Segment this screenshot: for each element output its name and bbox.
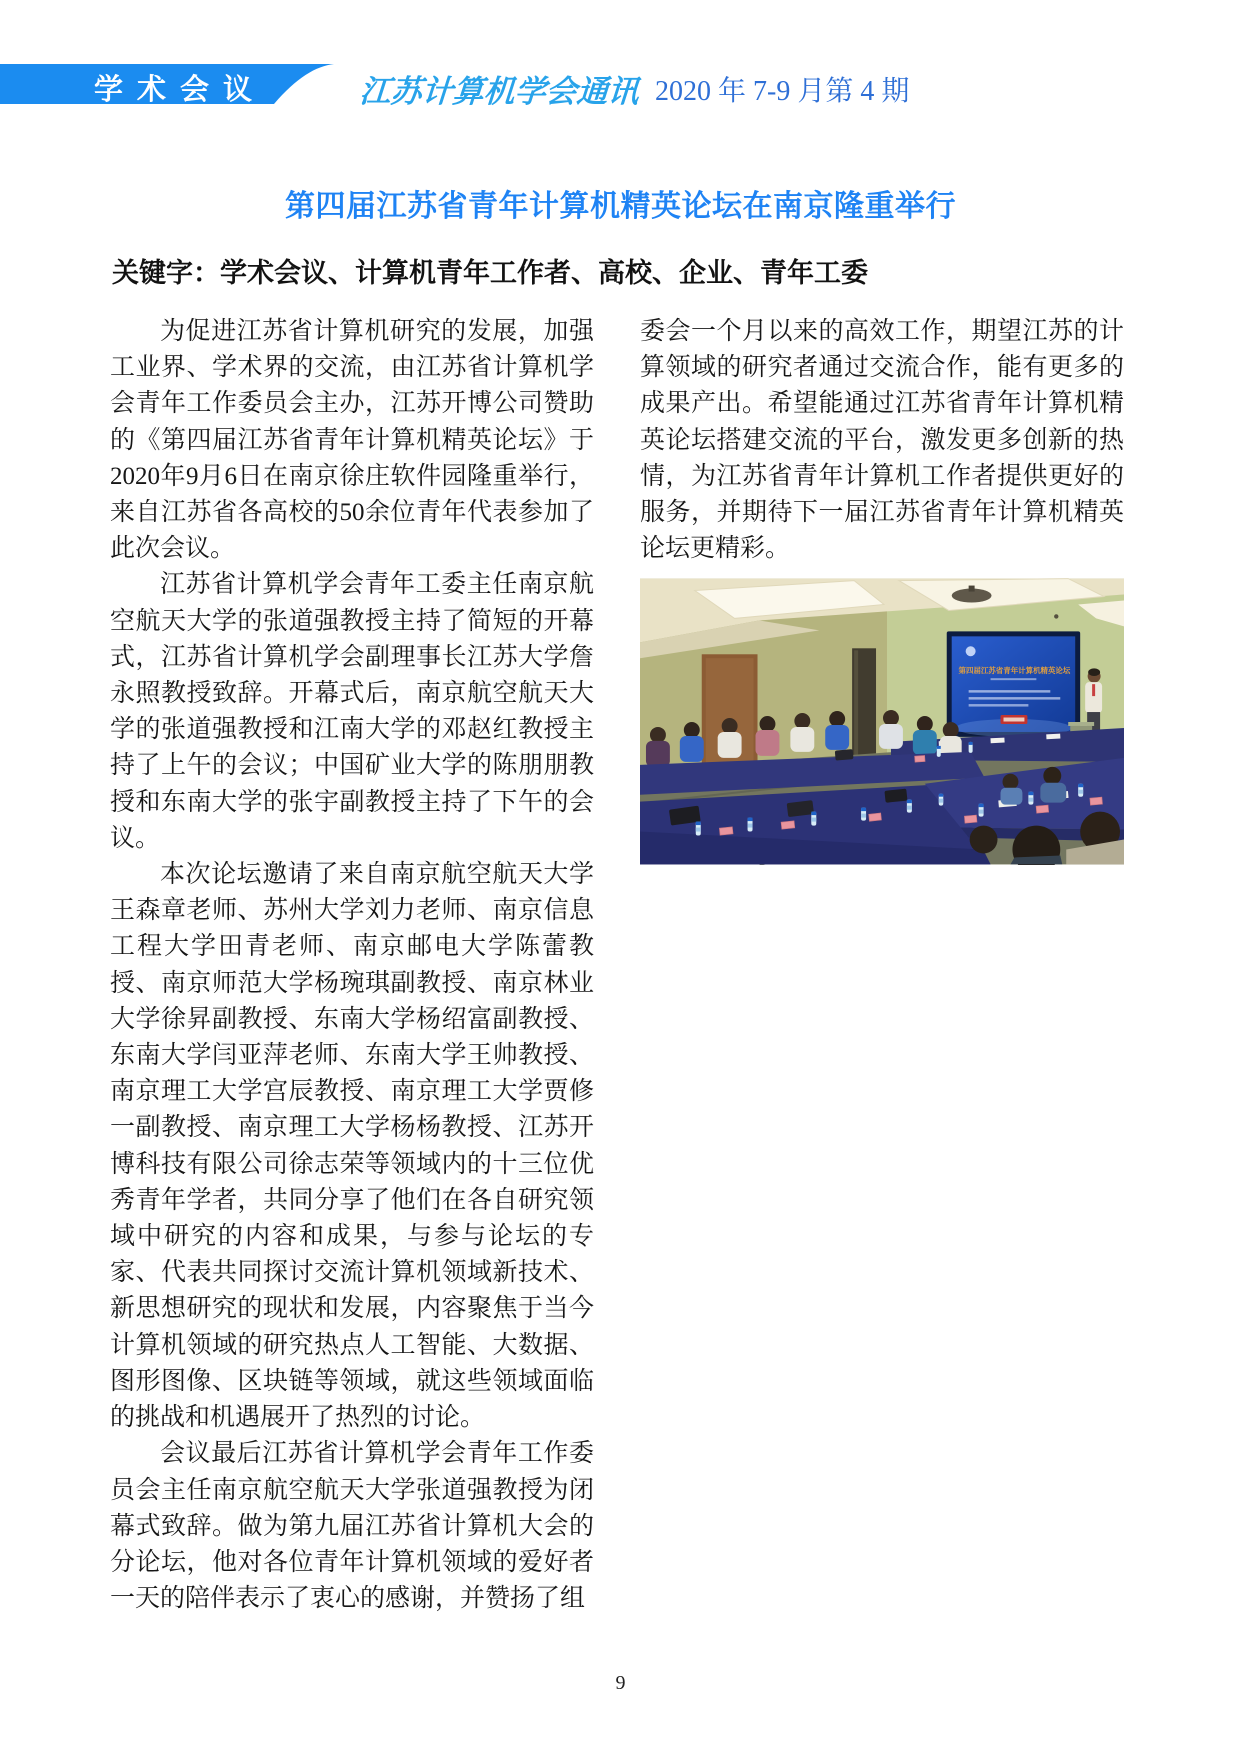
left-column [110,314,594,1617]
paragraph: 会议最后江苏省计算机学会青年工作委员会主任南京航空航天大学张道强教授为闭幕式致辞。做为第九届江苏省计算机大会的分论坛，他对各位青年计算机领域的爱好者一天的陪伴表示了衷心的感谢，并赞扬了组 [110,1440,594,1613]
conference-photo [640,578,1124,865]
section-label: 学术会议 [94,74,267,106]
issue-date: 2020 年 7-9 月第 4 期 [655,76,910,107]
paragraph: 江苏省计算机学会青年工委主任南京航空航天大学的张道强教授主持了简短的开幕式，江苏省计算机学会副理事长江苏大学詹永照教授致辞。开幕式后，南京航空航天大学的张道强教授和江南大学的邓赵红教授主持了上午的会议；中国矿业大学的陈朋朋教授和东南大学的张宇副教授主持了下午的会议。 [110,571,594,852]
paragraph-continuation: 委会一个月以来的高效工作，期望江苏的计算领域的研究者通过交流合作，能有更多的成果产出。希望能通过江苏省青年计算机精英论坛搭建交流的平台，激发更多创新的热情，为江苏省青年计算机工作者提供更好的服务，并期待下一届江苏省青年计算机精英论坛更精彩。 [640,318,1124,563]
conference-photo-illustration [640,578,1124,865]
page-number: 9 [615,1672,626,1694]
projector-screen-title: 第四届江苏省青年计算机精英论坛 [958,666,1071,676]
paragraph: 为促进江苏省计算机研究的发展，加强工业界、学术界的交流，由江苏省计算机学会青年工作委员会主办，江苏开博公司赞助的《第四届江苏省青年计算机精英论坛》于2020年9月6日在南京徐庄软件园隆重举行，来自江苏省各高校的50余位青年代表参加了此次会议。 [110,318,594,563]
right-column [640,314,1124,1617]
article-body [110,314,1124,1617]
article-title: 第四届江苏省青年计算机精英论坛在南京隆重举行 [285,190,956,223]
newsletter-name: 江苏计算机学会通讯 [358,74,641,109]
section-banner [0,62,346,106]
keywords-line: 关键字：学术会议、计算机青年工作者、高校、企业、青年工委 [112,258,868,288]
paragraph: 本次论坛邀请了来自南京航空航天大学王森章老师、苏州大学刘力老师、南京信息工程大学田青老师、南京邮电大学陈蕾教授、南京师范大学杨琬琪副教授、南京林业大学徐昇副教授、东南大学杨绍富副教授、东南大学闫亚萍老师、东南大学王帅教授、南京理工大学宫辰教授、南京理工大学贾修一副教授、南京理工大学杨杨教授、江苏开博科技有限公司徐志荣等领域内的十三位优秀青年学者，共同分享了他们在各自研究领域中研究的内容和成果，与参与论坛的专家、代表共同探讨交流计算机领域新技术、新思想研究的现状和发展，内容聚焦于当今计算机领域的研究热点人工智能、大数据、图形图像、区块链等领域，就这些领域面临的挑战和机遇展开了热烈的讨论。 [110,861,594,1432]
